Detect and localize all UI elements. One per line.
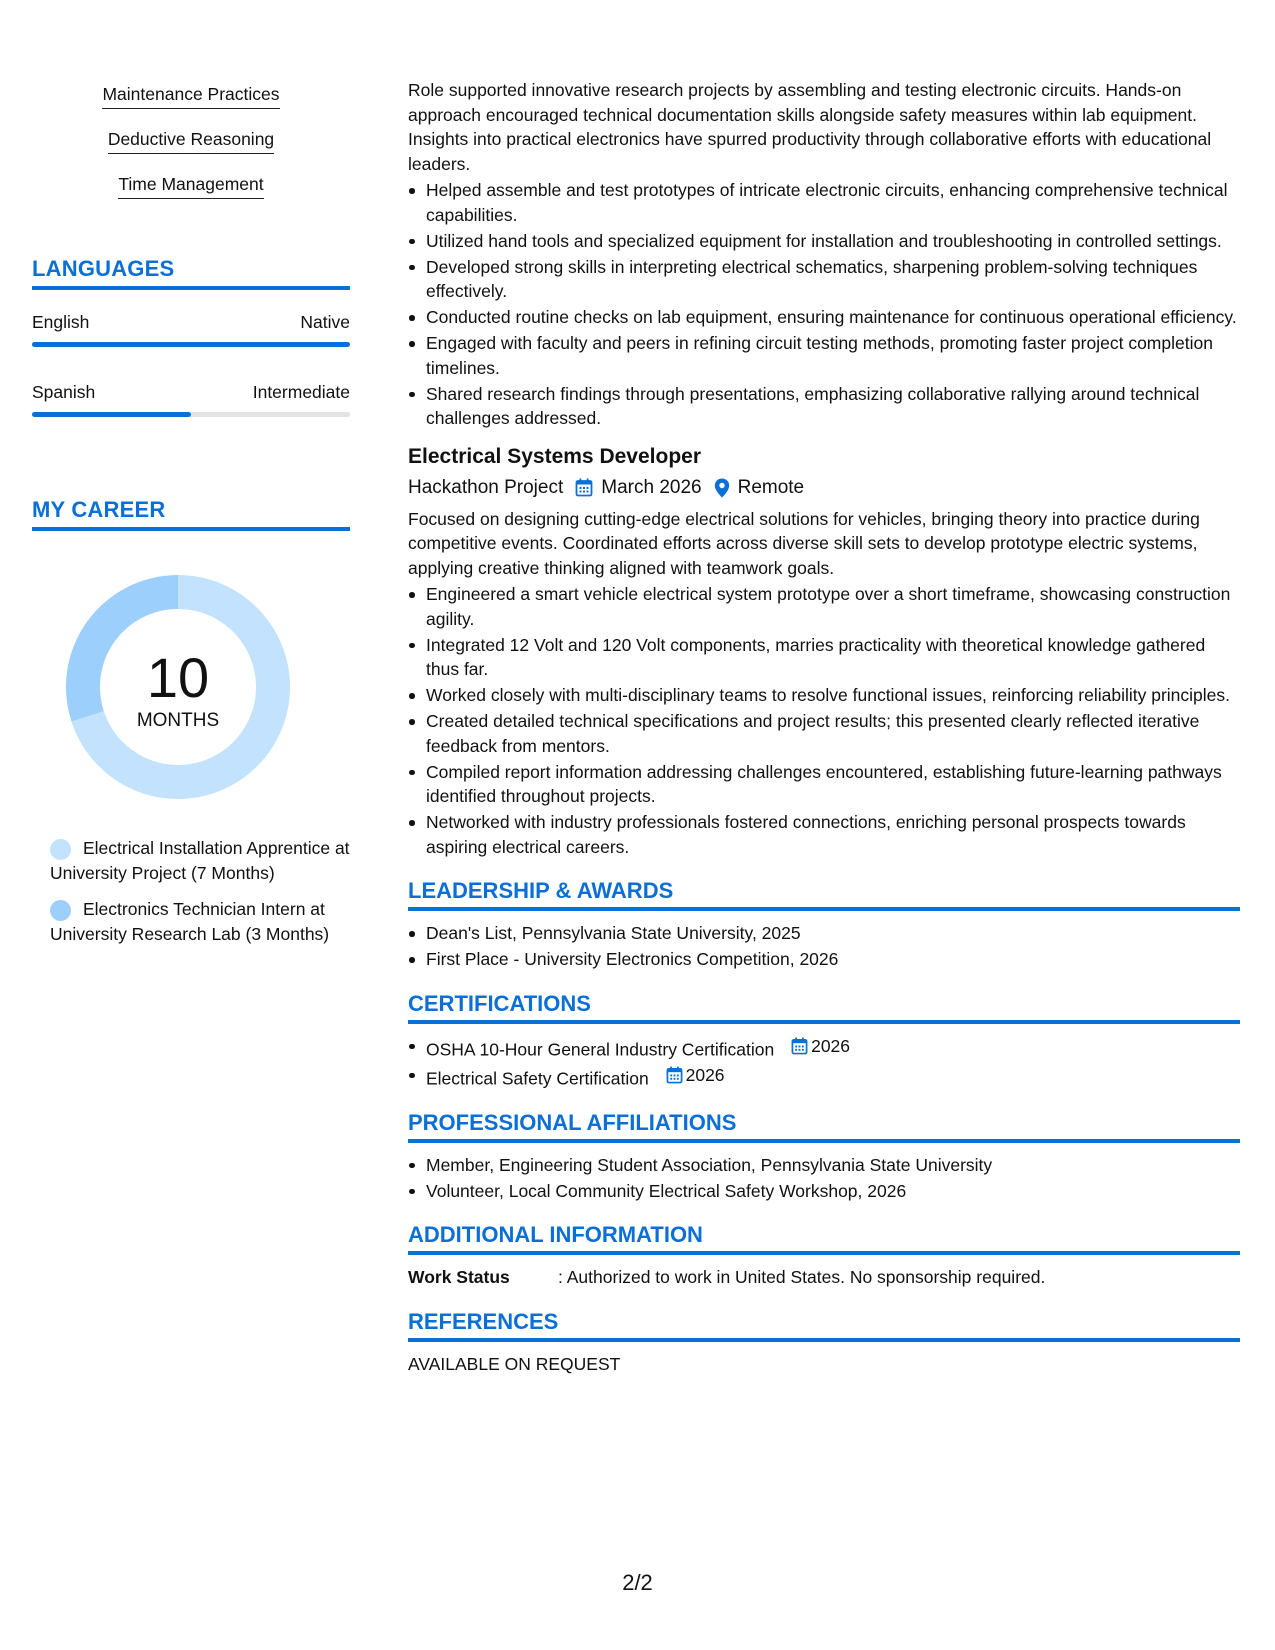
bullet-item: Worked closely with multi-disciplinary teams to resolve functional issues, reinforcing reliability principles. xyxy=(408,683,1240,708)
additional-info-heading: ADDITIONAL INFORMATION xyxy=(408,1222,1240,1255)
career-legend-label: Electrical Installation Apprentice at University Project (7 Months) xyxy=(50,838,350,883)
bullet-item: Engaged with faculty and peers in refining circuit testing methods, promoting faster project completion timelines. xyxy=(408,331,1240,380)
job-meta xyxy=(408,477,1240,499)
job-location: Remote xyxy=(737,476,805,498)
affiliations-list xyxy=(408,1153,1240,1204)
language-spanish xyxy=(32,382,350,417)
languages-heading: LANGUAGES xyxy=(32,256,350,290)
language-english xyxy=(32,312,350,347)
affiliation-item: Member, Engineering Student Association, Pennsylvania State University xyxy=(408,1153,1240,1178)
skill-item: Deductive Reasoning xyxy=(108,129,274,154)
award-item: First Place - University Electronics Competition, 2026 xyxy=(408,947,1240,972)
job-title: Electrical Systems Developer xyxy=(408,444,701,468)
job-description: Focused on designing cutting-edge electrical solutions for vehicles, bringing theory into practice during competitive events. Coordinated efforts across diverse skill sets to develop prototype electric systems, applying creative thinking aligned with teamwork goals. xyxy=(408,508,1200,578)
bullet-item: Created detailed technical specifications and project results; this presented clearly reflected iterative feedback from mentors. xyxy=(408,709,1240,758)
bullet-item: Engineered a smart vehicle electrical system prototype over a short timeframe, showcasing construction agility. xyxy=(408,582,1240,631)
certification-year: 2026 xyxy=(685,1064,725,1085)
career-legend-label: Electronics Technician Intern at University Research Lab (3 Months) xyxy=(50,899,330,944)
bullet-item: Developed strong skills in interpreting electrical schematics, sharpening problem-solving techniques effectively. xyxy=(408,255,1240,304)
page-number: 2/2 xyxy=(622,1570,653,1595)
bullet-item: Conducted routine checks on lab equipment, ensuring maintenance for continuous operational efficiency. xyxy=(408,305,1240,330)
intro-bullets xyxy=(408,178,1240,431)
references-text: AVAILABLE ON REQUEST xyxy=(408,1353,621,1374)
language-bar xyxy=(32,412,350,417)
work-status-value: : Authorized to work in United States. No sponsorship required. xyxy=(558,1267,1046,1287)
job-company: Hackathon Project xyxy=(408,476,564,498)
language-bar-fill xyxy=(32,412,191,417)
job-date: March 2026 xyxy=(601,476,702,498)
language-name: English xyxy=(32,312,90,332)
language-level: Native xyxy=(300,312,350,332)
certification-name: OSHA 10-Hour General Industry Certification xyxy=(426,1038,775,1059)
career-total-number: 10 xyxy=(146,646,210,709)
career-legend xyxy=(50,836,350,958)
bullet-item: Shared research findings through presentations, emphasizing collaborative rallying around technical challenges addressed. xyxy=(408,382,1240,431)
award-item: Dean's List, Pennsylvania State University, 2025 xyxy=(408,921,1240,946)
bullet-item: Compiled report information addressing challenges encountered, establishing future-learning pathways identified throughout projects. xyxy=(408,760,1240,809)
certifications-list xyxy=(408,1034,1240,1091)
affiliation-item: Volunteer, Local Community Electrical Safety Workshop, 2026 xyxy=(408,1179,1240,1204)
language-bar-fill xyxy=(32,342,350,347)
bullet-item: Utilized hand tools and specialized equipment for installation and troubleshooting in controlled settings. xyxy=(408,229,1240,254)
awards-heading: LEADERSHIP & AWARDS xyxy=(408,878,1240,911)
certification-item xyxy=(408,1063,1240,1091)
language-name: Spanish xyxy=(32,382,96,402)
career-total-unit: MONTHS xyxy=(136,710,220,731)
certification-year: 2026 xyxy=(811,1035,851,1056)
intro-description: Role supported innovative research projects by assembling and testing electronic circuits. Hands-on approach encouraged technical documentation skills alongside safety measures within lab equipment. Insights into practical electronics have spurred productivity through collaborative efforts with educational leaders. xyxy=(408,80,1212,174)
language-level: Intermediate xyxy=(252,382,350,402)
affiliations-heading: PROFESSIONAL AFFILIATIONS xyxy=(408,1110,1240,1143)
career-heading: MY CAREER xyxy=(32,497,350,531)
location-pin-icon xyxy=(714,478,730,498)
bullet-item: Networked with industry professionals fostered connections, enriching personal prospects towards aspiring electrical careers. xyxy=(408,810,1240,859)
certification-name: Electrical Safety Certification xyxy=(426,1068,649,1088)
legend-dot-icon xyxy=(50,900,71,921)
skill-item: Maintenance Practices xyxy=(102,84,279,109)
certifications-heading: CERTIFICATIONS xyxy=(408,991,1240,1024)
legend-dot-icon xyxy=(50,839,71,860)
work-status-label: Work Status xyxy=(408,1267,510,1287)
certification-item xyxy=(408,1034,1240,1062)
bullet-item: Helped assemble and test prototypes of intricate electronic circuits, enhancing comprehensive technical capabilities. xyxy=(408,178,1240,227)
references-heading: REFERENCES xyxy=(408,1309,1240,1342)
skill-item: Time Management xyxy=(118,174,263,199)
main-column xyxy=(408,78,1240,1376)
career-legend-item xyxy=(50,836,350,885)
skills-list xyxy=(32,84,350,219)
career-legend-item xyxy=(50,897,350,946)
work-status-row xyxy=(408,1265,1240,1290)
bullet-item: Integrated 12 Volt and 120 Volt components, marries practicality with theoretical knowledge gathered thus far. xyxy=(408,633,1240,682)
calendar-icon xyxy=(791,1037,808,1055)
awards-list xyxy=(408,921,1240,972)
job-bullets xyxy=(408,582,1240,859)
calendar-icon xyxy=(575,478,593,497)
calendar-icon xyxy=(666,1066,683,1084)
language-bar xyxy=(32,342,350,347)
career-donut-chart xyxy=(66,575,290,799)
